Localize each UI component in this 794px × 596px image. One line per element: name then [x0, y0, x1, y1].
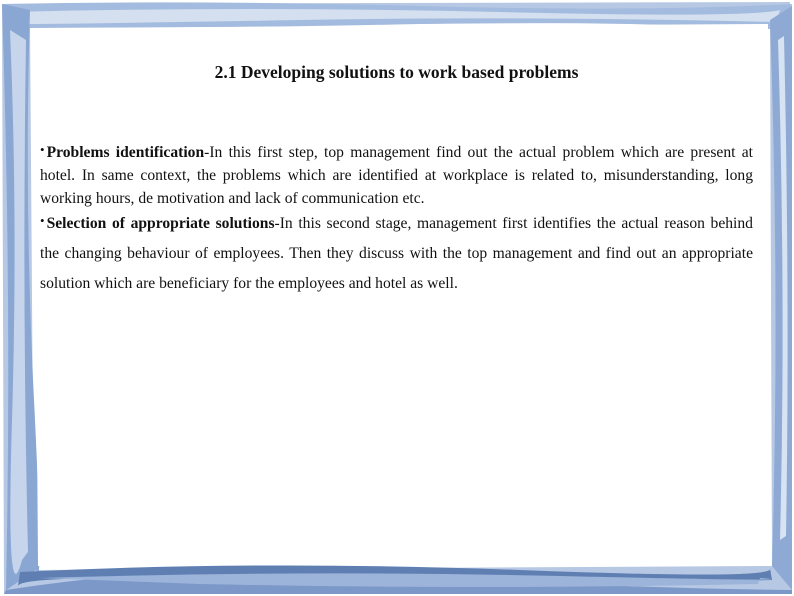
bullet-problems-identification: [40, 138, 753, 211]
bullet-marker: •: [40, 142, 45, 157]
slide-title: 2.1 Developing solutions to work based problems: [214, 62, 579, 82]
bullet-text: -In this second stage, management first identifies the actual reason behind the changing behaviour of employees. Then they discuss with the top management and find out an appropriate solution which are beneficiary for the employees and hotel as well.: [40, 215, 753, 292]
bullet-lead: Selection of appropriate solutions: [46, 215, 275, 232]
bullet-lead: Problems identification: [46, 144, 205, 161]
bullet-text: -In this first step, top management find out the actual problem which are present at hotel. In same context, the problems which are identified at workplace is related to, misunderstanding, long working hours, de motivation and lack of communication etc.: [40, 144, 753, 208]
bullet-selection-of-solutions: [40, 206, 753, 299]
bullet-marker: •: [40, 213, 45, 228]
